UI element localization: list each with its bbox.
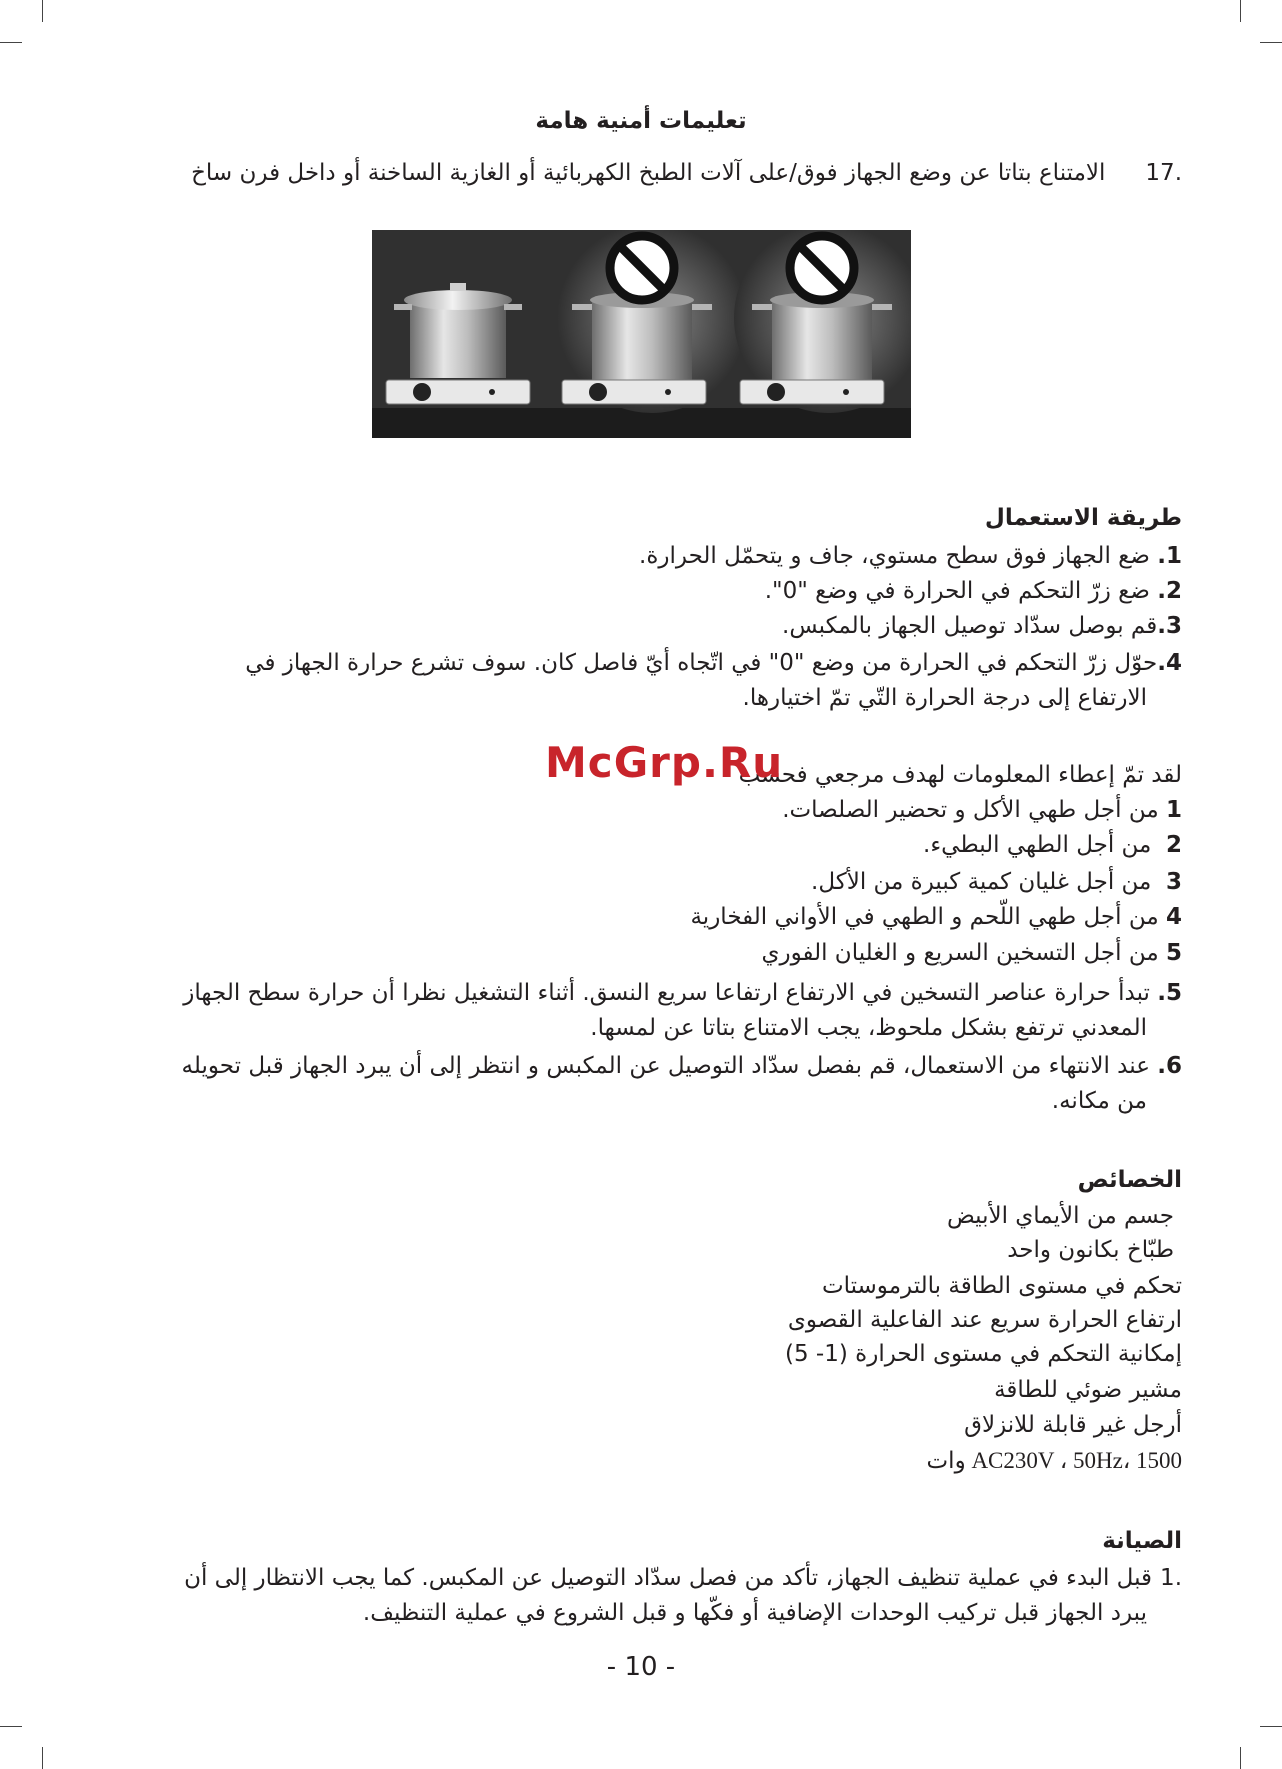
cookware-warning-illustration xyxy=(372,230,911,438)
usage-step: 3.قم بوصل سدّاد توصيل الجهاز بالمكبس. xyxy=(782,613,1182,639)
reference-item: 5 من أجل التسخين السريع و الغليان الفوري xyxy=(761,940,1182,966)
usage-step-continuation: المعدني ترتفع بشكل ملحوظ، يجب الامتناع بتاتا عن لمسها. xyxy=(590,1015,1147,1041)
usage-step: 4.حوّل زرّ التحكم في الحرارة من وضع "0" في اتّجاه أيّ فاصل كان. سوف تشرع حرارة الجهاز في xyxy=(245,650,1182,676)
usage-step: 5. تبدأ حرارة عناصر التسخين في الارتفاع ارتفاعا سريع النسق. أثناء التشغيل نظرا أن حرارة سطح الجهاز xyxy=(183,980,1182,1006)
reference-item: 4 من أجل طهي اللّحم و الطهي في الأواني الفخارية xyxy=(690,904,1182,930)
feature-item: طبّاخ بكانون واحد xyxy=(1007,1237,1174,1263)
maintenance-step-continuation: يبرد الجهاز قبل تركيب الوحدات الإضافية أو فكّها و قبل الشروع في عملية التنظيف. xyxy=(362,1600,1147,1626)
feature-item: ارتفاع الحرارة سريع عند الفاعلية القصوى xyxy=(787,1307,1182,1333)
usage-step: 1. ضع الجهاز فوق سطح مستوي، جاف و يتحمّل الحرارة. xyxy=(639,543,1182,569)
feature-item: مشير ضوئي للطاقة xyxy=(994,1377,1182,1403)
watermark: McGrp.Ru xyxy=(545,738,784,787)
feature-item: جسم من الأيماي الأبيض xyxy=(946,1203,1174,1229)
reference-item: 2 من أجل الطهي البطيء. xyxy=(923,832,1182,858)
pot-safe-icon xyxy=(386,283,530,404)
features-heading: الخصائص xyxy=(1077,1167,1182,1193)
page-number: - 10 - xyxy=(606,1652,676,1682)
reference-intro: لقد تمّ إعطاء المعلومات لهدف مرجعي فحسب xyxy=(738,762,1182,788)
page-title: تعليمات أمنية هامة xyxy=(535,108,747,134)
feature-item: أرجل غير قابلة للانزلاق xyxy=(964,1412,1182,1438)
usage-step: 6. عند الانتهاء من الاستعمال، قم بفصل سدّاد التوصيل عن المكبس و انتظر إلى أن يبرد الجهاز قبل تحويله xyxy=(181,1053,1182,1079)
feature-item: AC230V ، 50Hz، 1500 وات xyxy=(926,1448,1182,1473)
maintenance-step: .1قبل البدء في عملية تنظيف الجهاز، تأكد من فصل سدّاد التوصيل عن المكبس. كما يجب الانتظار إلى أن xyxy=(184,1565,1182,1591)
maintenance-heading: الصيانة xyxy=(1102,1528,1182,1554)
usage-heading: طريقة الاستعمال xyxy=(984,505,1182,531)
reference-item: 3 من أجل غليان كمية كبيرة من الأكل. xyxy=(811,869,1182,895)
safety-item-17: .17الامتناع بتاتا عن وضع الجهاز فوق/على آلات الطبخ الكهربائية أو الغازية الساخنة أو داخل فرن ساخ xyxy=(191,160,1182,186)
usage-step: 2. ضع زرّ التحكم في الحرارة في وضع "0". xyxy=(764,578,1182,604)
feature-item: تحكم في مستوى الطاقة بالترموستات xyxy=(821,1273,1182,1299)
hotplate-pots-svg xyxy=(372,230,911,438)
usage-step-continuation: من مكانه. xyxy=(1051,1088,1147,1114)
usage-step-continuation: الارتفاع إلى درجة الحرارة التّي تمّ اختيارها. xyxy=(742,685,1147,711)
feature-item: إمكانية التحكم في مستوى الحرارة (1- 5) xyxy=(784,1341,1182,1367)
reference-item: 1 من أجل طهي الأكل و تحضير الصلصات. xyxy=(782,797,1182,823)
